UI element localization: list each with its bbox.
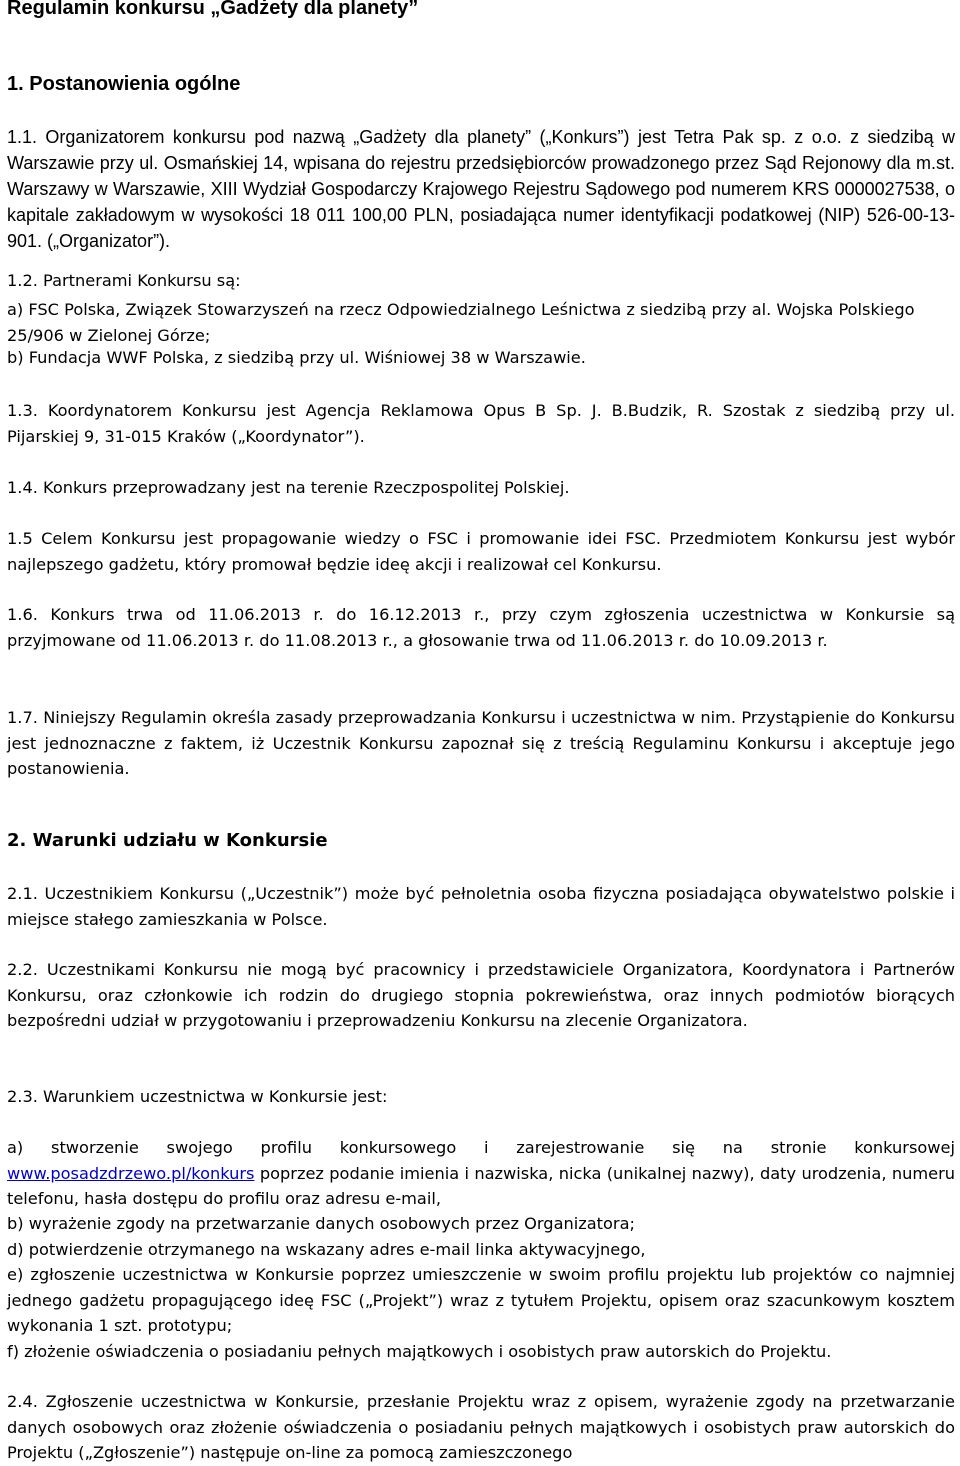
paragraph-1-6: 1.6. Konkurs trwa od 11.06.2013 r. do 16.12.2013 r., przy czym zgłoszenia uczestnictwa w Konkursie są przyjmowane od 11.06.2013 r. do 11.08.2013 r., a głosowanie trwa od 11.06.2013 r. do 10.09.2013 r. — [7, 605, 955, 650]
section-1-heading: 1. Postanowienia ogólne — [7, 73, 241, 95]
contest-website-link[interactable]: www.posadzdrzewo.pl/konkurs — [7, 1163, 255, 1183]
paragraph-1-5: 1.5 Celem Konkursu jest propagowanie wiedzy o FSC i promowanie idei FSC. Przedmiotem Konkursu jest wybór najlepszego gadżetu, który promował będzie ideę akcji i realizował cel Konkursu. — [7, 529, 955, 574]
paragraph-1-2-intro: 1.2. Partnerami Konkursu są: — [7, 271, 241, 290]
paragraph-2-3-f: f) złożenie oświadczenia o posiadaniu pełnych majątkowych i osobistych praw autorskich do Projektu. — [7, 1342, 832, 1361]
section-2-heading: 2. Warunki udziału w Konkursie — [7, 830, 328, 851]
paragraph-2-3-e: e) zgłoszenie uczestnictwa w Konkursie poprzez umieszczenie w swoim profilu projektu lub projektów co najmniej jednego gadżetu propagującego ideę FSC („Projekt”) wraz z tytułem Projektu, opisem oraz szacunkowym kosztem wykonania 1 szt. prototypu; — [7, 1265, 955, 1335]
paragraph-1-2-a: a) FSC Polska, Związek Stowarzyszeń na rzecz Odpowiedzialnego Leśnictwa z siedzibą przy al. Wojska Polskiego 25/906 w Zielonej Górze; — [7, 300, 915, 345]
document-title: Regulamin konkursu „Gadżety dla planety” — [7, 0, 419, 19]
paragraph-2-3-a-text: a) stworzenie swojego profilu konkursowego i zarejestrowanie się na stronie konkursowej — [7, 1138, 955, 1157]
paragraph-1-2-b: b) Fundacja WWF Polska, z siedzibą przy ul. Wiśniowej 38 w Warszawie. — [7, 348, 586, 367]
paragraph-2-3-a — [7, 1135, 955, 1212]
paragraph-2-3-intro: 2.3. Warunkiem uczestnictwa w Konkursie jest: — [7, 1087, 388, 1106]
paragraph-2-2: 2.2. Uczestnikami Konkursu nie mogą być pracownicy i przedstawiciele Organizatora, Koordynatora i Partnerów Konkursu, oraz członkowie ich rodzin do drugiego stopnia pokrewieństwa, oraz innych podmiotów biorących bezpośredni udział w przygotowaniu i przeprowadzeniu Konkursu na zlecenie Organizatora. — [7, 960, 955, 1030]
paragraph-2-3-d: d) potwierdzenie otrzymanego na wskazany adres e-mail linka aktywacyjnego, — [7, 1240, 646, 1259]
paragraph-1-7: 1.7. Niniejszy Regulamin określa zasady przeprowadzania Konkursu i uczestnictwa w nim. Przystąpienie do Konkursu jest jednoznaczne z faktem, iż Uczestnik Konkursu zapoznał się z treścią Regulaminu Konkursu i akceptuje jego postanowienia. — [7, 708, 955, 778]
paragraph-1-1: 1.1. Organizatorem konkursu pod nazwą „Gadżety dla planety” („Konkurs”) jest Tetra Pak sp. z o.o. z siedzibą w Warszawie przy ul. Osmańskiej 14, wpisana do rejestru przedsiębiorców prowadzonego przez Sąd Rejonowy dla m.st. Warszawy w Warszawie, XIII Wydział Gospodarczy Krajowego Rejestru Sądowego pod numerem KRS 0000027538, o kapitale zakładowym w wysokości 18 011 100,00 PLN, posiadająca numer identyfikacji podatkowej (NIP) 526-00-13-901. („Organizator”). — [7, 127, 955, 251]
paragraph-2-1: 2.1. Uczestnikiem Konkursu („Uczestnik”) może być pełnoletnia osoba fizyczna posiadająca obywatelstwo polskie i miejsce stałego zamieszkania w Polsce. — [7, 884, 955, 929]
paragraph-2-3-a-text-after: poprzez podanie imienia i nazwiska, nicka (unikalnej nazwy), daty urodzenia, numeru telefonu, hasła dostępu do profilu oraz adresu e-mail, — [7, 1163, 955, 1208]
paragraph-1-3: 1.3. Koordynatorem Konkursu jest Agencja Reklamowa Opus B Sp. J. B.Budzik, R. Szostak z siedzibą przy ul. Pijarskiej 9, 31-015 Kraków („Koordynator”). — [7, 401, 955, 446]
paragraph-2-3-b: b) wyrażenie zgody na przetwarzanie danych osobowych przez Organizatora; — [7, 1214, 635, 1233]
paragraph-1-4: 1.4. Konkurs przeprowadzany jest na terenie Rzeczpospolitej Polskiej. — [7, 478, 570, 497]
paragraph-2-4: 2.4. Zgłoszenie uczestnictwa w Konkursie, przesłanie Projektu wraz z opisem, wyrażenie zgody na przetwarzanie danych osobowych oraz złożenie oświadczenia o posiadaniu pełnych majątkowych i osobistych praw autorskich do Projektu („Zgłoszenie”) następuje on-line za pomocą zamieszczonego — [7, 1392, 955, 1462]
